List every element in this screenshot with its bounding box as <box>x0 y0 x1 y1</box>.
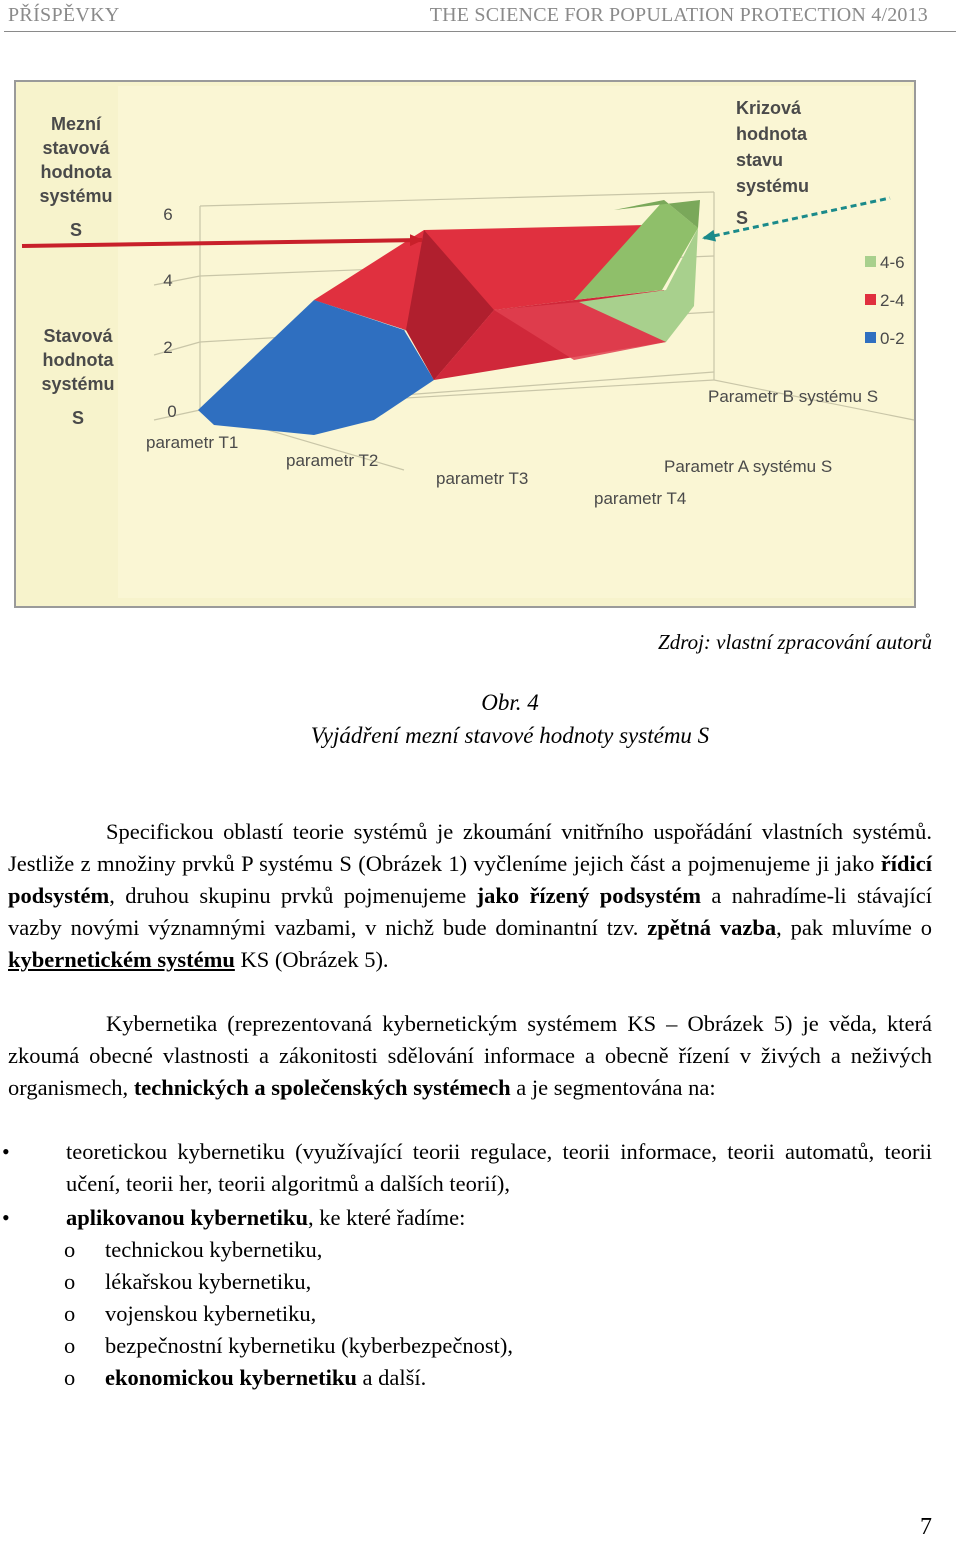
list-item-text: , ke které řadíme: <box>307 1205 466 1230</box>
bullet: • <box>2 1139 10 1164</box>
legend-label: 0-2 <box>880 329 905 348</box>
underlined-term: kybernetickém systému <box>8 947 235 972</box>
legend-swatch <box>865 294 876 305</box>
left-bottom-label-line: Stavová <box>43 326 113 346</box>
surface-chart-svg <box>14 80 916 608</box>
bold-term: jako řízený podsystém <box>476 883 702 908</box>
y-tick: 2 <box>163 338 173 357</box>
right-label-line: hodnota <box>736 124 807 144</box>
sub-bullet: o <box>64 1365 76 1390</box>
y-tick: 4 <box>163 271 173 290</box>
sub-item <box>0 1362 932 1394</box>
text-run: , pak mluvíme o <box>776 915 932 940</box>
left-top-label-line: Mezní <box>50 114 102 134</box>
cybernetics-list <box>0 1136 932 1394</box>
sub-item <box>0 1266 932 1298</box>
bold-term: technických a společenských systémech <box>133 1075 511 1100</box>
left-top-label-line: systému <box>39 186 113 206</box>
list-item-bold: aplikovanou kybernetiku <box>66 1205 308 1230</box>
header-section: PŘÍSPĚVKY <box>8 4 120 26</box>
left-bottom-label-line: systému <box>41 374 115 394</box>
sub-bullet: o <box>64 1237 76 1262</box>
left-top-label-line: stavová <box>42 138 110 158</box>
x-tick: parametr T4 <box>594 489 687 508</box>
left-bottom-label-line: hodnota <box>42 350 114 370</box>
sub-item-text: lékařskou kybernetiku, <box>105 1269 312 1294</box>
axis-a-label: Parametr A systému S <box>664 457 833 476</box>
sub-item-bold: ekonomickou kybernetiku <box>105 1365 357 1390</box>
paragraph-1 <box>8 816 932 976</box>
paragraph-2 <box>8 1008 932 1104</box>
left-top-label-line: hodnota <box>40 162 112 182</box>
figure-title: Vyjádření mezní stavové hodnoty systému S <box>310 723 710 748</box>
legend-label: 4-6 <box>880 253 905 272</box>
left-bottom-label-line: S <box>71 408 85 428</box>
right-label-line: stavu <box>736 150 784 170</box>
list-item <box>0 1136 932 1200</box>
list-item <box>0 1202 932 1234</box>
right-label-line: Krizová <box>736 98 802 118</box>
x-tick: parametr T2 <box>286 451 379 470</box>
right-label-line: systému <box>736 176 810 196</box>
sub-item-text: technickou kybernetiku, <box>105 1237 323 1262</box>
bold-term: zpětná vazba <box>647 915 777 940</box>
text-run: a nahradíme-li stávající vazby novými významnými vazbami, v nichž bude dominantní tzv. <box>8 883 932 940</box>
legend-swatch <box>865 332 876 343</box>
header-rule <box>4 31 956 32</box>
x-tick: parametr T1 <box>146 433 239 452</box>
legend-swatch <box>865 256 876 267</box>
sub-bullet: o <box>64 1333 76 1358</box>
sub-item <box>0 1234 932 1266</box>
text-run: , druhou skupinu prvků pojmenujeme <box>109 883 477 908</box>
right-label-line: S <box>736 208 749 228</box>
page-number: 7 <box>920 1514 932 1540</box>
bullet: • <box>2 1205 10 1230</box>
sub-bullet: o <box>64 1269 76 1294</box>
y-tick: 0 <box>167 402 177 421</box>
figure-source: Zdroj: vlastní zpracování autorů <box>658 630 932 654</box>
sub-item-text: a další. <box>356 1365 427 1390</box>
sub-bullet: o <box>64 1301 76 1326</box>
figure-chart <box>14 80 916 608</box>
y-tick: 6 <box>163 205 173 224</box>
list-item-text: teoretickou kybernetiku (využívající teorii regulace, teorii informace, teorii automatů, teorii učení, teorii her, teorii algoritmů a dalších teorií), <box>66 1139 932 1196</box>
axis-b-label: Parametr B systému S <box>708 387 879 406</box>
text-run: KS (Obrázek 5). <box>234 947 389 972</box>
running-header <box>0 0 960 34</box>
text-run: Kybernetika (reprezentovaná kybernetickým systémem KS – Obrázek 5) je věda, která zkoumá obecné vlastnosti a zákonitosti sdělování informace a obecně řízení v živých a neživých organismech, <box>8 1011 932 1100</box>
sub-item <box>0 1330 932 1362</box>
left-top-label-line: S <box>69 220 83 240</box>
sub-item <box>0 1298 932 1330</box>
figure-number: Obr. 4 <box>481 690 539 715</box>
sub-item-text: bezpečnostní kybernetiku (kyberbezpečnost), <box>105 1333 513 1358</box>
legend-label: 2-4 <box>880 291 905 310</box>
sub-item-text: vojenskou kybernetiku, <box>105 1301 317 1326</box>
text-run: a je segmentována na: <box>510 1075 716 1100</box>
bold-term: řídicí podsystém <box>8 851 932 908</box>
text-run: Specifickou oblastí teorie systémů je zkoumání vnitřního uspořádání vlastních systémů. Jestliže z množiny prvků P systému S (Obrázek 1) vyčleníme jejich část a pojmenujeme ji jako <box>8 819 932 876</box>
header-journal: THE SCIENCE FOR POPULATION PROTECTION 4/2013 <box>429 4 928 26</box>
x-tick: parametr T3 <box>436 469 529 488</box>
